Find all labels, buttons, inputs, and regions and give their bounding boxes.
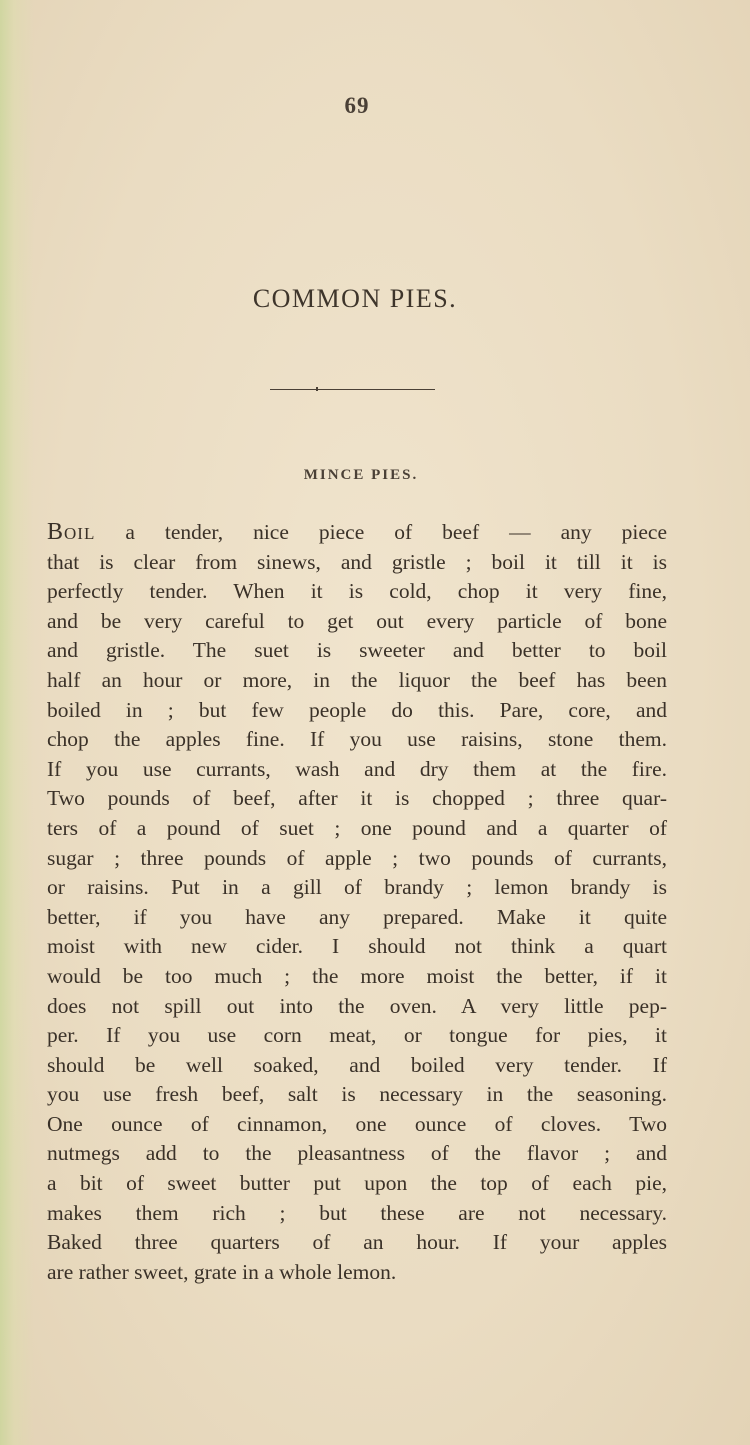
text-line: or raisins. Put in a gill of brandy ; lemon brandy is — [47, 875, 667, 900]
text-line: Two pounds of beef, after it is chopped ; three quar- — [47, 786, 667, 811]
text-line: boiled in ; but few people do this. Pare, core, and — [47, 697, 667, 722]
text-line: better, if you have any prepared. Make it quite — [47, 904, 667, 929]
text-line: Boil a tender, nice piece of beef — any piece — [47, 519, 667, 545]
text-line: a bit of sweet butter put upon the top of each pie, — [47, 1171, 667, 1196]
text-line: nutmegs add to the pleasantness of the flavor ; and — [47, 1141, 667, 1166]
text-line: Baked three quarters of an hour. If your apples — [47, 1230, 667, 1255]
opening-word: Boil — [47, 519, 96, 545]
title-divider — [270, 389, 435, 390]
text-line: that is clear from sinews, and gristle ; boil it till it is — [47, 549, 667, 574]
text-line: should be well soaked, and boiled very tender. If — [47, 1052, 667, 1077]
text-line: If you use currants, wash and dry them at the fire. — [47, 756, 667, 781]
text-line: would be too much ; the more moist the better, if it — [47, 963, 667, 988]
page-number: 69 — [344, 93, 370, 118]
section-heading: MINCE PIES. — [303, 467, 419, 483]
text-line: per. If you use corn meat, or tongue for pies, it — [47, 1023, 667, 1048]
text-line: One ounce of cinnamon, one ounce of cloves. Two — [47, 1111, 667, 1136]
text-line: moist with new cider. I should not think a quart — [47, 934, 667, 959]
chapter-title: COMMON PIES. — [252, 284, 458, 313]
text-line: and gristle. The suet is sweeter and better to boil — [47, 638, 667, 663]
text-line: you use fresh beef, salt is necessary in the seasoning. — [47, 1082, 667, 1107]
text-line: makes them rich ; but these are not necessary. — [47, 1200, 667, 1225]
text-line: does not spill out into the oven. A very little pep- — [47, 993, 667, 1018]
recipe-text — [47, 518, 667, 1287]
text-line: are rather sweet, grate in a whole lemon. — [47, 1259, 397, 1284]
text-line: sugar ; three pounds of apple ; two pounds of currants, — [47, 845, 667, 870]
text-line: perfectly tender. When it is cold, chop it very fine, — [47, 579, 667, 604]
text-line: half an hour or more, in the liquor the beef has been — [47, 667, 667, 692]
text-line: ters of a pound of suet ; one pound and a quarter of — [47, 815, 667, 840]
text-line: chop the apples fine. If you use raisins, stone them. — [47, 727, 667, 752]
text-line: and be very careful to get out every particle of bone — [47, 608, 667, 633]
